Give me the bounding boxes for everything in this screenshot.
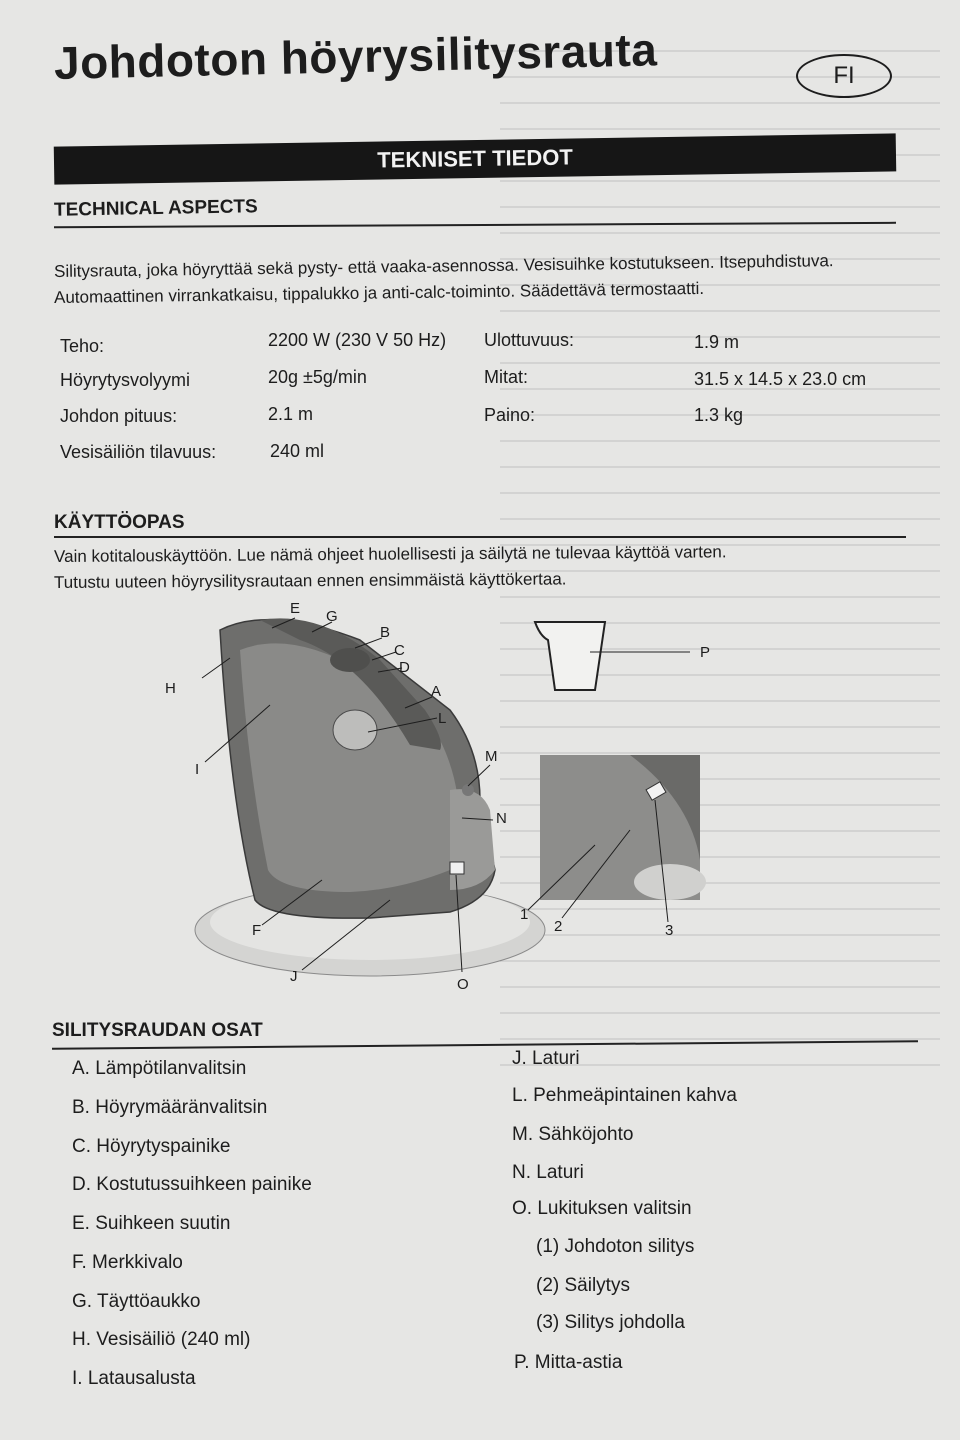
list-item: B. Höyrymääränvalitsin: [72, 1097, 268, 1118]
iron-illustration: [150, 600, 730, 1000]
list-item: N. Laturi: [512, 1162, 584, 1183]
callout-label: A: [431, 683, 442, 700]
callout-label: G: [326, 608, 338, 625]
list-item: L. Pehmeäpintainen kahva: [512, 1085, 737, 1106]
callout-label: L: [438, 710, 447, 727]
spec-label: Johdon pituus:: [60, 406, 178, 426]
callout-label: C: [394, 642, 405, 659]
callout-label: D: [399, 659, 410, 676]
list-item: (2) Säilytys: [536, 1275, 630, 1296]
guide-text-line2: Tutustu uuteen höyrysilitysrautaan ennen ensimmäistä käyttökertaa.: [53, 569, 567, 593]
list-item: D. Kostutussuihkeen painike: [72, 1174, 312, 1195]
list-item: C. Höyrytyspainike: [72, 1136, 231, 1157]
callout-label: 2: [554, 918, 563, 935]
callout-label: I: [195, 761, 200, 778]
section-banner: TEKNISET TIEDOT: [54, 133, 896, 184]
parts-heading: SILITYSRAUDAN OSAT: [52, 1020, 263, 1041]
list-item: F. Merkkivalo: [72, 1252, 183, 1273]
callout-label: E: [290, 600, 301, 617]
list-item: M. Sähköjohto: [512, 1124, 634, 1145]
spec-value: 31.5 x 14.5 x 23.0 cm: [694, 369, 867, 389]
technical-text-line1: Silitysrauta, joka höyryttää sekä pysty- että vaaka-asennossa. Vesisuihke kostutukseen. Itsepuhdistuva.: [53, 251, 834, 282]
list-item: H. Vesisäiliö (240 ml): [72, 1329, 251, 1350]
callout-label: F: [252, 922, 262, 939]
callout-label: B: [380, 624, 391, 641]
iron-diagram: [150, 600, 730, 1000]
spec-label: Mitat:: [484, 367, 529, 387]
language-badge: FI: [796, 54, 892, 98]
list-item: G. Täyttöaukko: [72, 1291, 201, 1312]
list-item: E. Suihkeen suutin: [72, 1213, 231, 1234]
list-item: J. Laturi: [512, 1048, 580, 1069]
guide-text-line1: Vain kotitalouskäyttöön. Lue nämä ohjeet huolellisesti ja säilytä ne tulevaa käyttöä varten.: [53, 542, 727, 567]
technical-text-line2: Automaattinen virrankatkaisu, tippalukko ja anti-calc-toiminto. Säädettävä termostaatti.: [53, 278, 705, 308]
callout-label: O: [457, 976, 469, 993]
list-item: O. Lukituksen valitsin: [512, 1198, 692, 1219]
guide-heading: KÄYTTÖOPAS: [54, 512, 185, 533]
spec-value: 1.3 kg: [694, 405, 744, 425]
spec-value: 1.9 m: [694, 332, 740, 352]
spec-value: 2.1 m: [268, 404, 314, 424]
spec-label: Höyrytysvolyymi: [60, 370, 191, 390]
callout-label: N: [496, 810, 507, 827]
callout-label: P: [700, 644, 711, 661]
list-item: (3) Silitys johdolla: [536, 1312, 685, 1333]
callout-label: 1: [520, 906, 529, 923]
callout-label: 3: [665, 922, 674, 939]
spec-label: Vesisäiliön tilavuus:: [60, 442, 217, 462]
spec-value: 240 ml: [270, 441, 325, 461]
list-item: P. Mitta-astia: [514, 1352, 623, 1373]
spec-value: 20g ±5g/min: [268, 367, 367, 387]
technical-heading: TECHNICAL ASPECTS: [53, 196, 258, 221]
spec-label: Paino:: [484, 405, 536, 425]
spec-label: Teho:: [60, 336, 105, 356]
page-title: Johdoton höyrysilitysrauta: [53, 23, 658, 89]
callout-label: H: [165, 680, 176, 697]
list-item: I. Latausalusta: [72, 1368, 196, 1389]
spec-value: 2200 W (230 V 50 Hz): [268, 330, 447, 350]
callout-label: M: [485, 748, 498, 765]
list-item: (1) Johdoton silitys: [536, 1236, 695, 1257]
spec-label: Ulottuvuus:: [484, 330, 575, 350]
list-item: A. Lämpötilanvalitsin: [72, 1058, 247, 1079]
callout-label: J: [290, 968, 298, 985]
